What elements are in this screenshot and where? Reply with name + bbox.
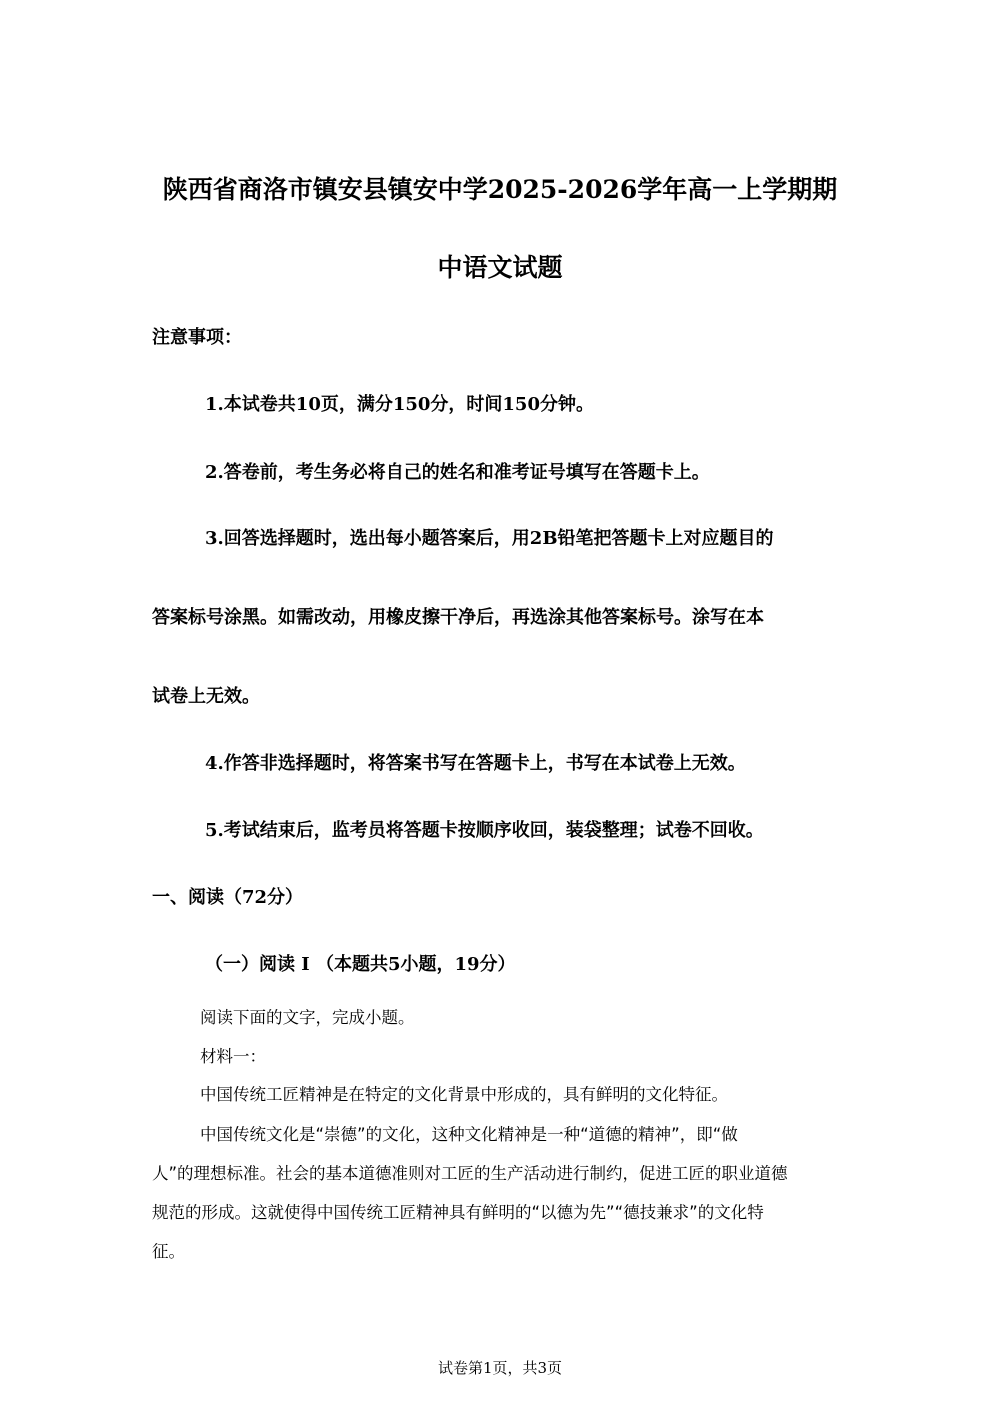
paragraph-line-5: 征。 — [152, 1242, 185, 1261]
page-title-line-1: 陕西省商洛市镇安县镇安中学2025-2026学年高一上学期期 — [162, 175, 838, 204]
paragraph-line-3: 人”的理想标准。社会的基本道德准则对工匠的生产活动进行制约，促进工匠的职业道德 — [152, 1164, 788, 1183]
notice-heading: 注意事项： — [152, 327, 242, 348]
notice-item-3-end: 试卷上无效。 — [152, 686, 260, 707]
paragraph-line-4: 规范的形成。这就使得中国传统工匠精神具有鲜明的“以德为先”“德技兼求”的文化特 — [152, 1203, 764, 1222]
paragraph-line-2: 中国传统文化是“崇德”的文化，这种文化精神是一种“道德的精神”，即“做 — [200, 1125, 738, 1144]
notice-item-5: 5.考试结束后，监考员将答题卡按顺序收回，装袋整理；试卷不回收。 — [205, 820, 764, 841]
section-heading: 一、阅读（72分） — [152, 887, 304, 908]
page-footer: 试卷第1页，共3页 — [437, 1359, 563, 1377]
reading-instruction: 阅读下面的文字，完成小题。 — [200, 1008, 415, 1027]
notice-item-3-cont: 答案标号涂黑。如需改动，用橡皮擦干净后，再选涂其他答案标号。涂写在本 — [152, 607, 764, 628]
paragraph-line-1: 中国传统工匠精神是在特定的文化背景中形成的，具有鲜明的文化特征。 — [200, 1085, 728, 1104]
material-label: 材料一： — [200, 1047, 266, 1066]
subsection-heading: （一）阅读 I （本题共5小题，19分） — [205, 954, 516, 975]
notice-item-1: 1.本试卷共10页，满分150分，时间150分钟。 — [205, 394, 594, 415]
notice-item-4: 4.作答非选择题时，将答案书写在答题卡上，书写在本试卷上无效。 — [205, 753, 746, 774]
notice-item-3: 3.回答选择题时，选出每小题答案后，用2B铅笔把答题卡上对应题目的 — [205, 528, 774, 549]
page-title-line-2: 中语文试题 — [437, 253, 563, 282]
notice-item-2: 2.答卷前，考生务必将自己的姓名和准考证号填写在答题卡上。 — [205, 462, 710, 483]
